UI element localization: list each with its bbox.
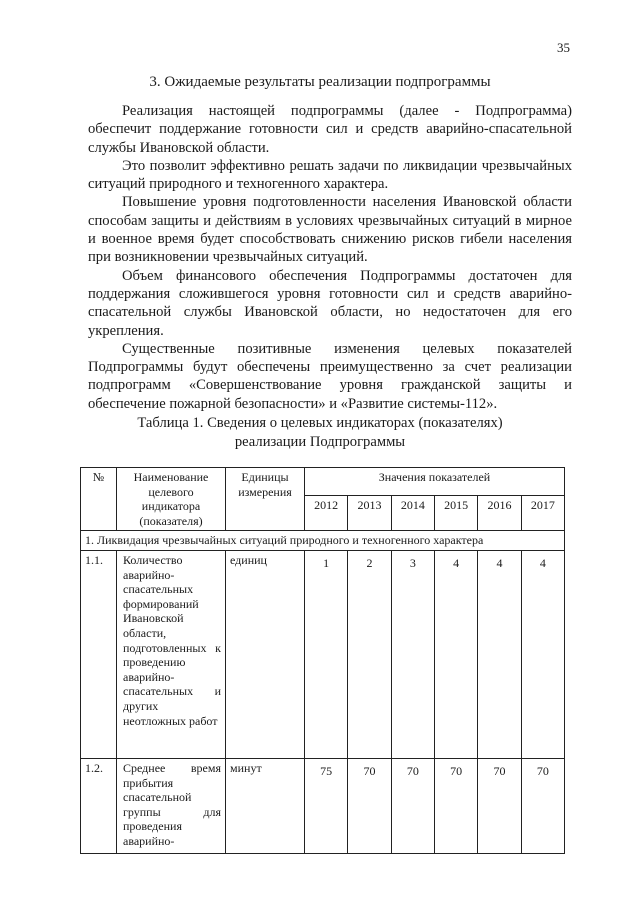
section-heading: 3. Ожидаемые результаты реализации подпрограммы (149, 74, 491, 90)
row-name: Количество аварийно-спасательных формирований Ивановской области, подготовленных к проведению аварийно-спасательных и других неотложных работ (117, 550, 226, 758)
page-number: 35 (557, 40, 570, 55)
year-cell: 2015 (434, 496, 477, 531)
row-value: 70 (521, 758, 564, 853)
year-cell: 2013 (348, 496, 391, 531)
row-value: 70 (391, 758, 434, 853)
table-row (81, 758, 565, 853)
table-row (81, 550, 565, 758)
header-unit: Единицы измерения (226, 468, 305, 531)
year-cell: 2014 (391, 496, 434, 531)
table-section-row (81, 531, 565, 551)
paragraph: Реализация настоящей подпрограммы (далее - Подпрограмма) обеспечит поддержание готовности сил и средств аварийно-спасательной службы Ивановской области. (88, 103, 572, 156)
header-num: № (81, 468, 117, 531)
table-header-row (81, 468, 565, 496)
row-name: Среднее время прибытия спасательной группы для проведения аварийно- (117, 758, 226, 853)
paragraph: Это позволит эффективно решать задачи по ликвидации чрезвычайных ситуаций природного и техногенного характера. (88, 157, 572, 193)
row-value: 1 (305, 550, 348, 758)
paragraph: Существенные позитивные изменения целевых показателей Подпрограммы будут обеспечены преимущественно за счет реализации подпрограмм «Совершенствование уровня гражданской защиты и обеспечение пожарной безопасности» и «Развитие системы-112». (88, 340, 572, 412)
row-value: 4 (434, 550, 477, 758)
header-name: Наименование целевого индикатора (показателя) (117, 468, 226, 531)
row-value: 70 (478, 758, 521, 853)
year-cell: 2017 (521, 496, 564, 531)
row-num: 1.2. (81, 758, 117, 853)
table-caption (0, 414, 640, 452)
row-value: 70 (348, 758, 391, 853)
row-value: 75 (305, 758, 348, 853)
paragraph: Повышение уровня подготовленности населения Ивановской области способам защиты и действиям в условиях чрезвычайных ситуаций в мирное и военное время будет способствовать снижению рисков гибели населения при возникновении чрезвычайных ситуаций. (88, 194, 572, 266)
table-caption-line: реализации Подпрограммы (234, 434, 406, 450)
row-value: 2 (348, 550, 391, 758)
indicators-table (80, 467, 565, 854)
row-num: 1.1. (81, 550, 117, 758)
row-value: 4 (478, 550, 521, 758)
row-value: 70 (434, 758, 477, 853)
table-caption-line: Таблица 1. Сведения о целевых индикаторах (показателях) (137, 415, 503, 431)
paragraph: Объем финансового обеспечения Подпрограммы достаточен для поддержания сложившегося уровня готовности сил и средств аварийно-спасательной службы Ивановской области, но недостаточен для его укрепления. (88, 267, 572, 339)
row-value: 3 (391, 550, 434, 758)
year-cell: 2012 (305, 496, 348, 531)
row-unit: минут (226, 758, 305, 853)
row-value: 4 (521, 550, 564, 758)
header-values: Значения показателей (305, 468, 565, 496)
body-text (88, 102, 572, 413)
year-cell: 2016 (478, 496, 521, 531)
row-unit: единиц (226, 550, 305, 758)
section-title: 1. Ликвидация чрезвычайных ситуаций природного и техногенного характера (81, 531, 565, 551)
